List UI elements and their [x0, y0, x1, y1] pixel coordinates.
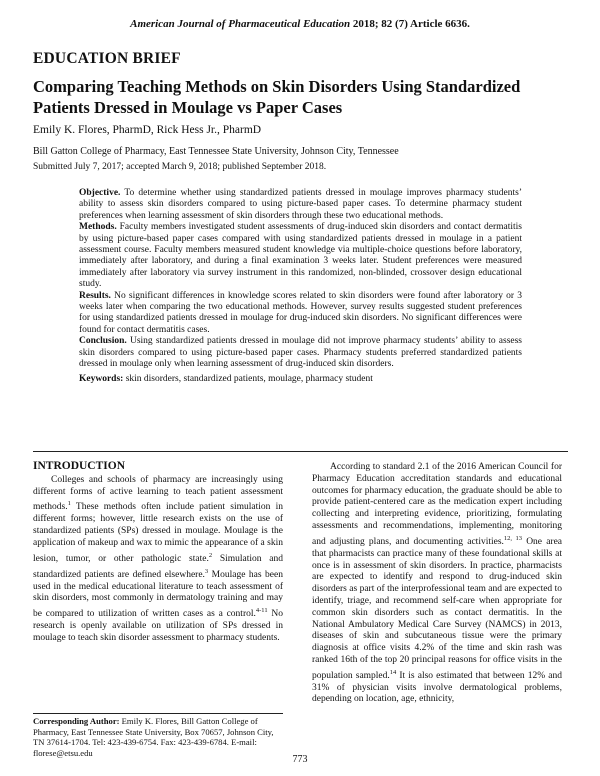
intro-text-3: Simulation and standardized patients are defined elsewhere.	[33, 553, 283, 580]
abstract	[79, 188, 522, 385]
reference-1: 1	[67, 500, 71, 508]
abstract-results	[79, 291, 522, 337]
page-number: 773	[292, 754, 308, 765]
intro-text-2: These methods often include patient simulation in different forms; however, little research exists on the use of standardized patients (SPs) dressed in moulage. Moulage is the application of makeup and wax to mimic the appearance of a skin lesion, tumor, or other pathologic state.	[33, 502, 283, 564]
abstract-objective	[79, 188, 522, 222]
keywords-text: skin disorders, standardized patients, moulage, pharmacy student	[123, 373, 373, 384]
keywords-label: Keywords:	[79, 373, 124, 384]
methods-text: Faculty members investigated student assessments of drug-induced skin disorders and contact dermatitis by using picture-based paper cases compared with using standardized patients dressed in moulage in a patient assessment course. Faculty members measured student knowledge via multiple-choice questions before laboratory, immediately after laboratory, and during a final examination 3 weeks later. Student preferences were measured immediately after laboratory via survey instrument in this randomized, non-blinded, crossover design educational study.	[79, 222, 522, 290]
results-text: No significant differences in knowledge scores related to skin disorders were found after laboratory or 3 weeks later when comparing the two educational methods. However, survey results suggested student preferences for using standardized patients dressed in moulage for drug-induced skin disorders. No significant differences were found for contact dermatitis cases.	[79, 290, 522, 335]
footnote-divider	[33, 713, 283, 714]
abstract-divider	[33, 451, 568, 452]
left-column	[33, 461, 283, 645]
authors: Emily K. Flores, PharmD, Rick Hess Jr., PharmD	[33, 124, 262, 136]
publication-dates: Submitted July 7, 2017; accepted March 9, 2018; published September 2018.	[33, 162, 327, 172]
affiliation: Bill Gatton College of Pharmacy, East Tennessee State University, Johnson City, Tennessee	[33, 146, 399, 157]
methods-label: Methods.	[79, 222, 117, 233]
objective-text: To determine whether using standardized patients dressed in moulage improves pharmacy students’ ability to assess skin disorders compared to using picture-based paper cases. To determine pharmacy student preferences when learning assessment of skin disorders through these two educational methods.	[79, 188, 522, 221]
right-text-3: It is also estimated that between 12% and 31% of physician visits involve dermatological problems, depending on location, age, ethnicity,	[312, 670, 563, 705]
intro-text-1: Colleges and schools of pharmacy are increasingly using different forms of active learning to teach patient assessment methods.	[33, 474, 283, 513]
conclusion-label: Conclusion.	[79, 336, 127, 347]
section-label: EDUCATION BRIEF	[33, 50, 181, 67]
right-text-1: According to standard 2.1 of the 2016 American Council for Pharmacy Education accreditation standards and educational outcomes for pharmacy education, the graduate should be able to provide patient-centered care as the medication expert including collecting and interpreting evidence, prioritizing, formulating assessments and recommendations, implementing, monitoring and adjusting plans, and documenting activities.	[312, 462, 562, 547]
journal-citation: 2018; 82 (7) Article 6636.	[350, 18, 470, 30]
corresponding-author	[33, 716, 283, 758]
intro-text-4: Moulage has been used in the medical educational literature to teach assessment of skin disorders, most commonly in dermatology training and may be compared to utilization of written cases as a control.	[33, 569, 283, 620]
introduction-paragraph	[33, 475, 283, 645]
journal-name: American Journal of Pharmaceutical Education	[130, 18, 351, 30]
reference-4-11: 4-11	[255, 607, 268, 615]
article-title: Comparing Teaching Methods on Skin Disorders Using Standardized Patients Dressed in Moulage vs Paper Cases	[33, 77, 521, 117]
abstract-conclusion	[79, 336, 522, 370]
corresponding-text: Emily K. Flores, Bill Gatton College of Pharmacy, East Tennessee State University, Box 70657, Johnson City, TN 37614-1704. Tel: 423-439-6754. Fax: 423-439-6784. E-mail: florese@etsu.edu	[33, 716, 274, 758]
right-column	[312, 462, 562, 706]
reference-2: 2	[208, 551, 213, 559]
reference-14: 14	[389, 668, 397, 676]
abstract-keywords	[79, 374, 522, 385]
conclusion-text: Using standardized patients dressed in moulage did not improve pharmacy students’ ability to assess skin disorders compared to using picture-based paper cases. Pharmacy students preferred standardized patients dressed in moulage only when learning assessment of drug-induced skin disorders.	[79, 336, 522, 370]
journal-header	[0, 18, 600, 30]
objective-label: Objective.	[79, 188, 121, 198]
results-label: Results.	[79, 290, 111, 301]
standards-paragraph	[312, 462, 562, 706]
corresponding-label: Corresponding Author:	[33, 716, 120, 726]
introduction-heading: INTRODUCTION	[33, 460, 126, 472]
intro-text-5: No research is openly available on utilization of SPs dressed in moulage to teach skin disorder assessment to pharmacy students.	[33, 609, 283, 643]
abstract-methods	[79, 222, 522, 290]
reference-12-13: 12, 13	[503, 534, 522, 542]
right-text-2: One area that pharmacists can practice many of these foundational skills at once is in assessment of skin disorders. In practice, pharmacists are expected to identify and respond to drug-induced skin disorders as part of the interprofessional team and are expected to identify, triage, and recommend self-care when appropriate for common skin disorders such as contact dermatitis. In the National Ambulatory Medical Care Survey (NAMCS) in 2013, diseases of skin and subcutaneous tissue were the primary diagnosis at office visits 4.2% of the time and skin rash was ranked 16th of the top 20 principal reasons for office visits in the population sampled.	[312, 536, 563, 681]
reference-3: 3	[204, 567, 209, 575]
